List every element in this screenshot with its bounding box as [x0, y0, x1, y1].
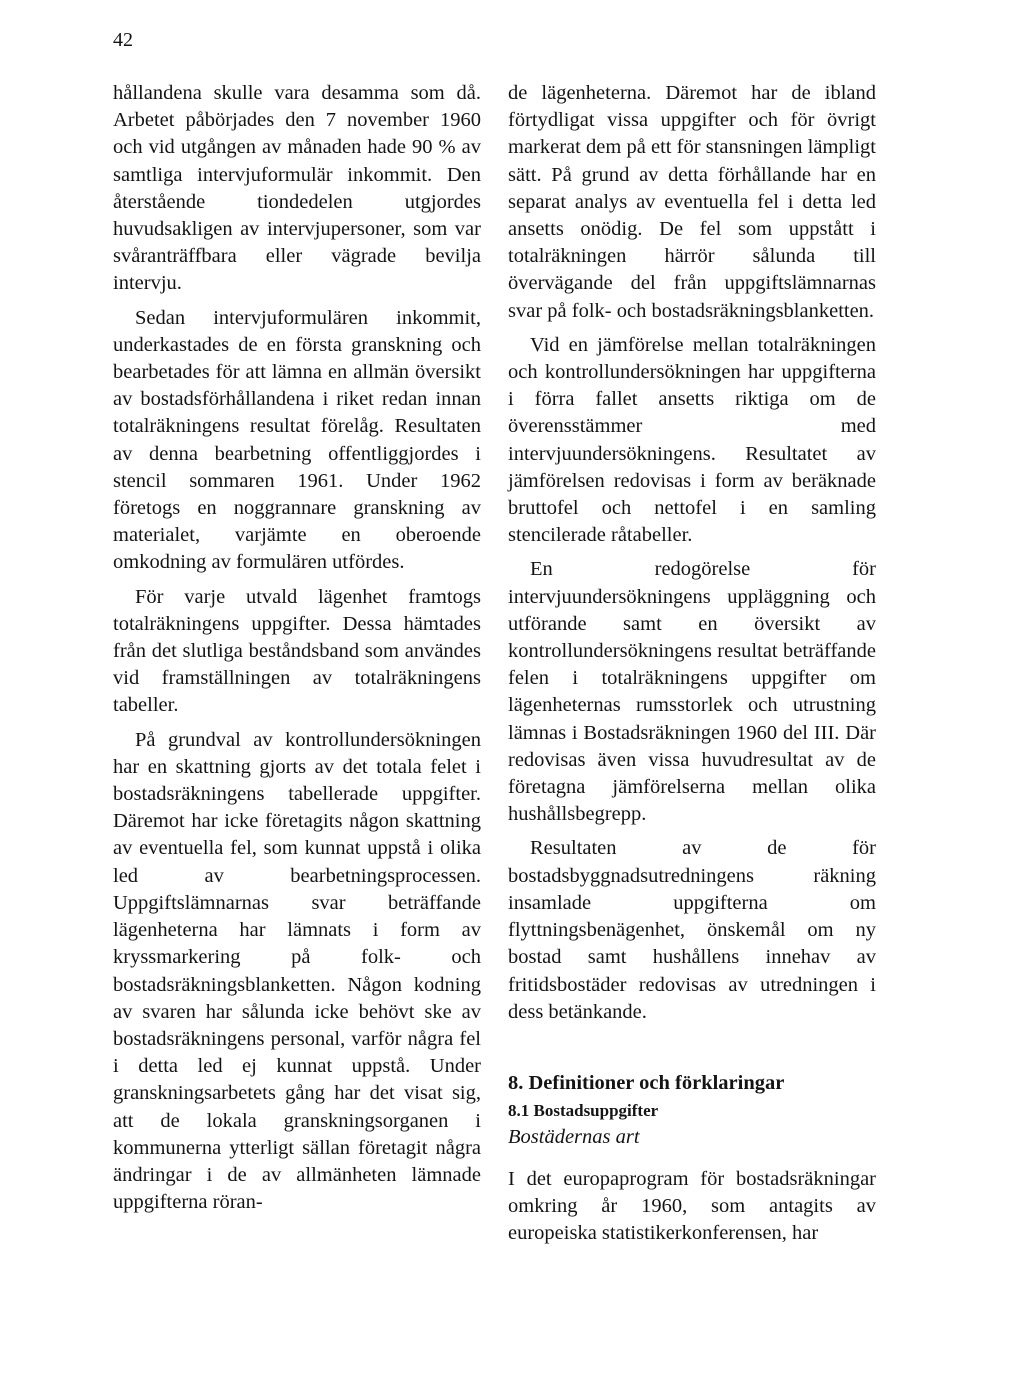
- paragraph: hållandena skulle vara desamma som då. Arbetet påbörjades den 7 november 1960 och vid utgången av månaden hade 90 % av samtliga intervjuformulär inkommit. Den återstående tiondedelen utgjordes huvudsakligen av intervjupersoner, som var svåranträffbara eller vägrade bevilja intervju.: [113, 82, 481, 295]
- left-column: [113, 80, 481, 1216]
- paragraph: Sedan intervjuformulären inkommit, underkastades de en första granskning och bearbetades för att lämna en allmän översikt av bostadsförhållandena i riket redan innan totalräkningens resultat förelåg. Resultaten av denna bearbetning offentliggjordes i stencil sommaren 1961. Under 1962 företogs en noggrannare granskning av materialet, varjämte en oberoende omkodning av formulären utfördes.: [113, 306, 481, 574]
- paragraph: Resultaten av de för bostadsbyggnadsutredningens räkning insamlade uppgifterna om flyttningsbenägenhet, önskemål om ny bostad samt hushållens innehav av fritidsbostäder redovisas av utredningen i dess betänkande.: [508, 837, 876, 1023]
- section-heading: 8. Definitioner och förklaringar: [508, 1071, 785, 1094]
- paragraph: Vid en jämförelse mellan totalräkningen och kontrollundersökningen har uppgifterna i förra fallet ansetts riktiga om de överensstämmer med intervjuundersökningens. Resultatet av jämförelsen redovisas i form av beräknade bruttofel och nettofel i en samling stencilerade råtabeller.: [508, 333, 876, 547]
- sub-subsection-heading: Bostädernas art: [508, 1126, 640, 1149]
- paragraph: de lägenheterna. Däremot har de ibland förtydligat vissa uppgifter och för övrigt markerat dem på ett för stansningen lämpligt sätt. På grund av detta förhållande har en separat analys av eventuella fel i detta led ansetts onödig. De fel som uppstått i totalräkningen härrör sålunda till övervägande del från uppgiftslämnarnas svar på folk- och bostadsräkningsblanketten.: [508, 82, 876, 322]
- paragraph: För varje utvald lägenhet framtogs totalräkningens uppgifter. Dessa hämtades från det slutliga beståndsband som användes vid framställningen av totalräkningens tabeller.: [113, 585, 481, 717]
- paragraph: På grundval av kontrollundersökningen har en skattning gjorts av det totala felet i bostadsräkningens tabellerade uppgifter. Däremot har icke företagits någon skattning av eventuella fel, som kunnat uppstå i olika led av bearbetningsprocessen. Uppgiftslämnarnas svar beträffande lägenheterna har lämnats i form av kryssmarkering på folk- och bostadsräkningsblanketten. Någon kodning av svaren har sålunda icke behövt ske av bostadsräkningens personal, varför några fel i detta led ej kunnat uppstå. Under granskningsarbetets gång har det visat sig, att de lokala granskningsorganen i kommunerna ytterligt sällan företagit några ändringar i de av allmänheten lämnade uppgifterna röran-: [113, 728, 481, 1214]
- subsection-heading: 8.1 Bostadsuppgifter: [508, 1101, 659, 1121]
- page-number: 42: [113, 29, 133, 51]
- right-column: [508, 80, 876, 1247]
- paragraph: En redogörelse för intervjuundersökningens uppläggning och utförande samt en översikt av kontrollundersökningens resultat beträffande felen i totalräkningens uppgifter om lägenheternas rumsstorlek och utrustning lämnas i Bostadsräkningen 1960 del III. Där redovisas även vissa huvudresultat av de företagna jämförelserna mellan olika hushållsbegrepp.: [508, 558, 876, 826]
- paragraph: I det europaprogram för bostadsräkningar omkring år 1960, som antagits av europeiska statistikerkonferensen, har: [508, 1167, 876, 1244]
